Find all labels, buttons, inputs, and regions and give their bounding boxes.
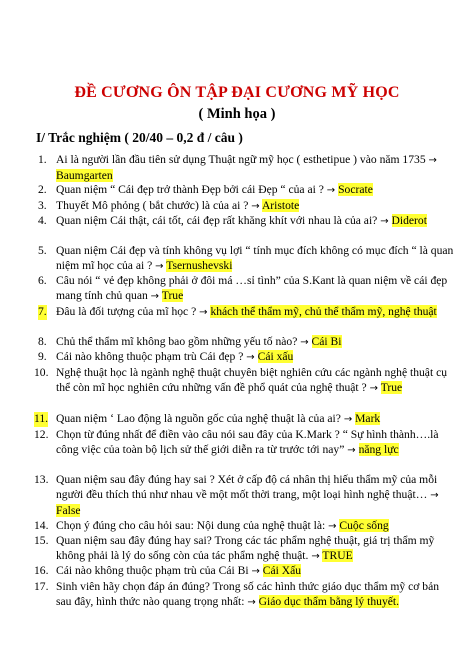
answer: TRUE: [322, 548, 353, 562]
arrow-right-icon: →: [347, 444, 356, 456]
arrow-right-icon: →: [251, 566, 260, 577]
arrow-right-icon: →: [251, 201, 260, 212]
question-item: 2. Quan niệm “ Cái đẹp trở thành Đẹp bởi cái Đẹp “ của ai ? → Socrate: [38, 183, 373, 196]
question-item: 11. Quan niệm ‘ Lao động là nguồn gốc của nghệ thuật là của ai? → Mark: [34, 412, 381, 425]
arrow-right-icon: →: [328, 521, 337, 532]
arrow-right-icon: →: [380, 216, 389, 227]
question-item: 9. Cái nào không thuộc phạm trù Cái đẹp ? → Cái xấu: [38, 350, 294, 363]
question-item: 10. Nghệ thuật học là ngành nghệ thuật chuyên biệt nghiên cứu các ngành nghệ thuật cụ thể còn mĩ học nghiên cứu những vấn đề phổ quát của nghệ thuật ? → True: [34, 366, 448, 394]
answer: khách thể thẩm mỹ, chủ thể thẩm mỹ, nghệ thuật: [210, 305, 437, 318]
answer: Mark: [355, 412, 381, 425]
question-item: 15. Quan niệm sau đây đúng hay sai? Trong các tác phẩm nghệ thuật, giá trị thẩm mỹ không phải là lý do sống còn của tác phẩm nghệ thuật. → TRUE: [34, 534, 435, 562]
question-item: 1. Ai là người lần đầu tiên sử dụng Thuật ngữ mỹ học ( esthetipue ) vào năm 1735 → Baumgarten: [38, 153, 437, 182]
page-title: ĐỀ CƯƠNG ÔN TẬP ĐẠI CƯƠNG MỸ HỌC: [74, 84, 400, 101]
question-item: 4. Quan niệm Cái thật, cái tốt, cái đẹp rất khăng khít với nhau là của ai? → Diderot: [38, 214, 427, 227]
answer: Aristote: [261, 199, 300, 212]
answer: Cuộc sống: [339, 519, 389, 532]
answer: True: [380, 380, 403, 394]
arrow-right-icon: →: [300, 337, 309, 348]
arrow-right-icon: →: [155, 260, 164, 272]
answer: năng lực: [358, 442, 399, 456]
arrow-right-icon: →: [430, 489, 439, 501]
answer: Cái Xấu: [262, 564, 302, 577]
answer: Socrate: [338, 183, 373, 196]
question-item: 12. Chọn từ đúng nhất để điền vào câu nói sau đây của K.Mark ? “ Sự hình thành….là công việc của toàn bộ lịch sử thế giới diễn ra từ trước tới nay” → năng lực: [34, 428, 439, 456]
question-item: 13. Quan niệm sau đây đúng hay sai ? Xét ở cấp độ cá nhân thị hiếu thẩm mỹ của mỗi người đều thích thú như nhau về một mốt thời trang, một loại hình nghệ thuật… → False: [34, 473, 439, 517]
arrow-right-icon: →: [199, 307, 208, 318]
arrow-right-icon: →: [428, 155, 437, 166]
arrow-right-icon: →: [150, 290, 160, 302]
answer: Cái xấu: [257, 350, 294, 363]
question-item: 14. Chọn ý đúng cho câu hỏi sau: Nội dung của nghệ thuật là: → Cuộc sống: [34, 519, 389, 532]
answer: Cái Bi: [311, 335, 342, 348]
answer: Diderot: [391, 214, 427, 227]
question-item: 17. Sinh viên hãy chọn đáp án đúng? Trong số các hình thức giáo dục thẩm mỹ cơ bản sau đây, hình thức nào quang trọng nhất: → Giáo dục thẩm bằng lý thuyết.: [34, 580, 440, 608]
answer: Giáo dục thẩm bằng lý thuyết.: [258, 594, 400, 608]
question-item: 8. Chủ thể thẩm mĩ không bao gồm những yếu tố nào? → Cái Bi: [38, 335, 342, 348]
arrow-right-icon: →: [247, 596, 256, 608]
section-heading: I/ Trắc nghiệm ( 20/40 – 0,2 đ / câu ): [36, 130, 243, 145]
answer: False: [56, 503, 81, 517]
question-item: 16. Cái nào không thuộc phạm trù của Cái Bi → Cái Xấu: [34, 564, 302, 577]
question-item: 7. Đâu là đối tượng của mĩ học ? → khách thể thẩm mỹ, chủ thể thẩm mỹ, nghệ thuật: [38, 305, 437, 318]
arrow-right-icon: →: [369, 382, 378, 394]
answer: Tsernushevski: [166, 258, 233, 272]
arrow-right-icon: →: [343, 414, 353, 425]
answer: Baumgarten: [56, 168, 113, 182]
question-item: 5. Quan niệm Cái đẹp và tính không vụ lợi “ tính mục đích không có mục đích “ là quan niệm mĩ học của ai ? → Tsernushevski: [38, 244, 454, 272]
question-item: 3. Thuyết Mô phỏng ( bắt chước) là của ai ? → Aristote: [38, 199, 300, 212]
page-subtitle: ( Minh họa ): [198, 106, 276, 122]
arrow-right-icon: →: [311, 550, 320, 562]
question-item: 6. Câu nói “ vẻ đẹp không phải ở đôi má …sỉ tình” của S.Kant là quan niệm về cái đẹp mang tính chủ quan → True: [38, 274, 448, 302]
arrow-right-icon: →: [326, 185, 336, 196]
answer: True: [161, 288, 184, 302]
arrow-right-icon: →: [246, 352, 255, 363]
